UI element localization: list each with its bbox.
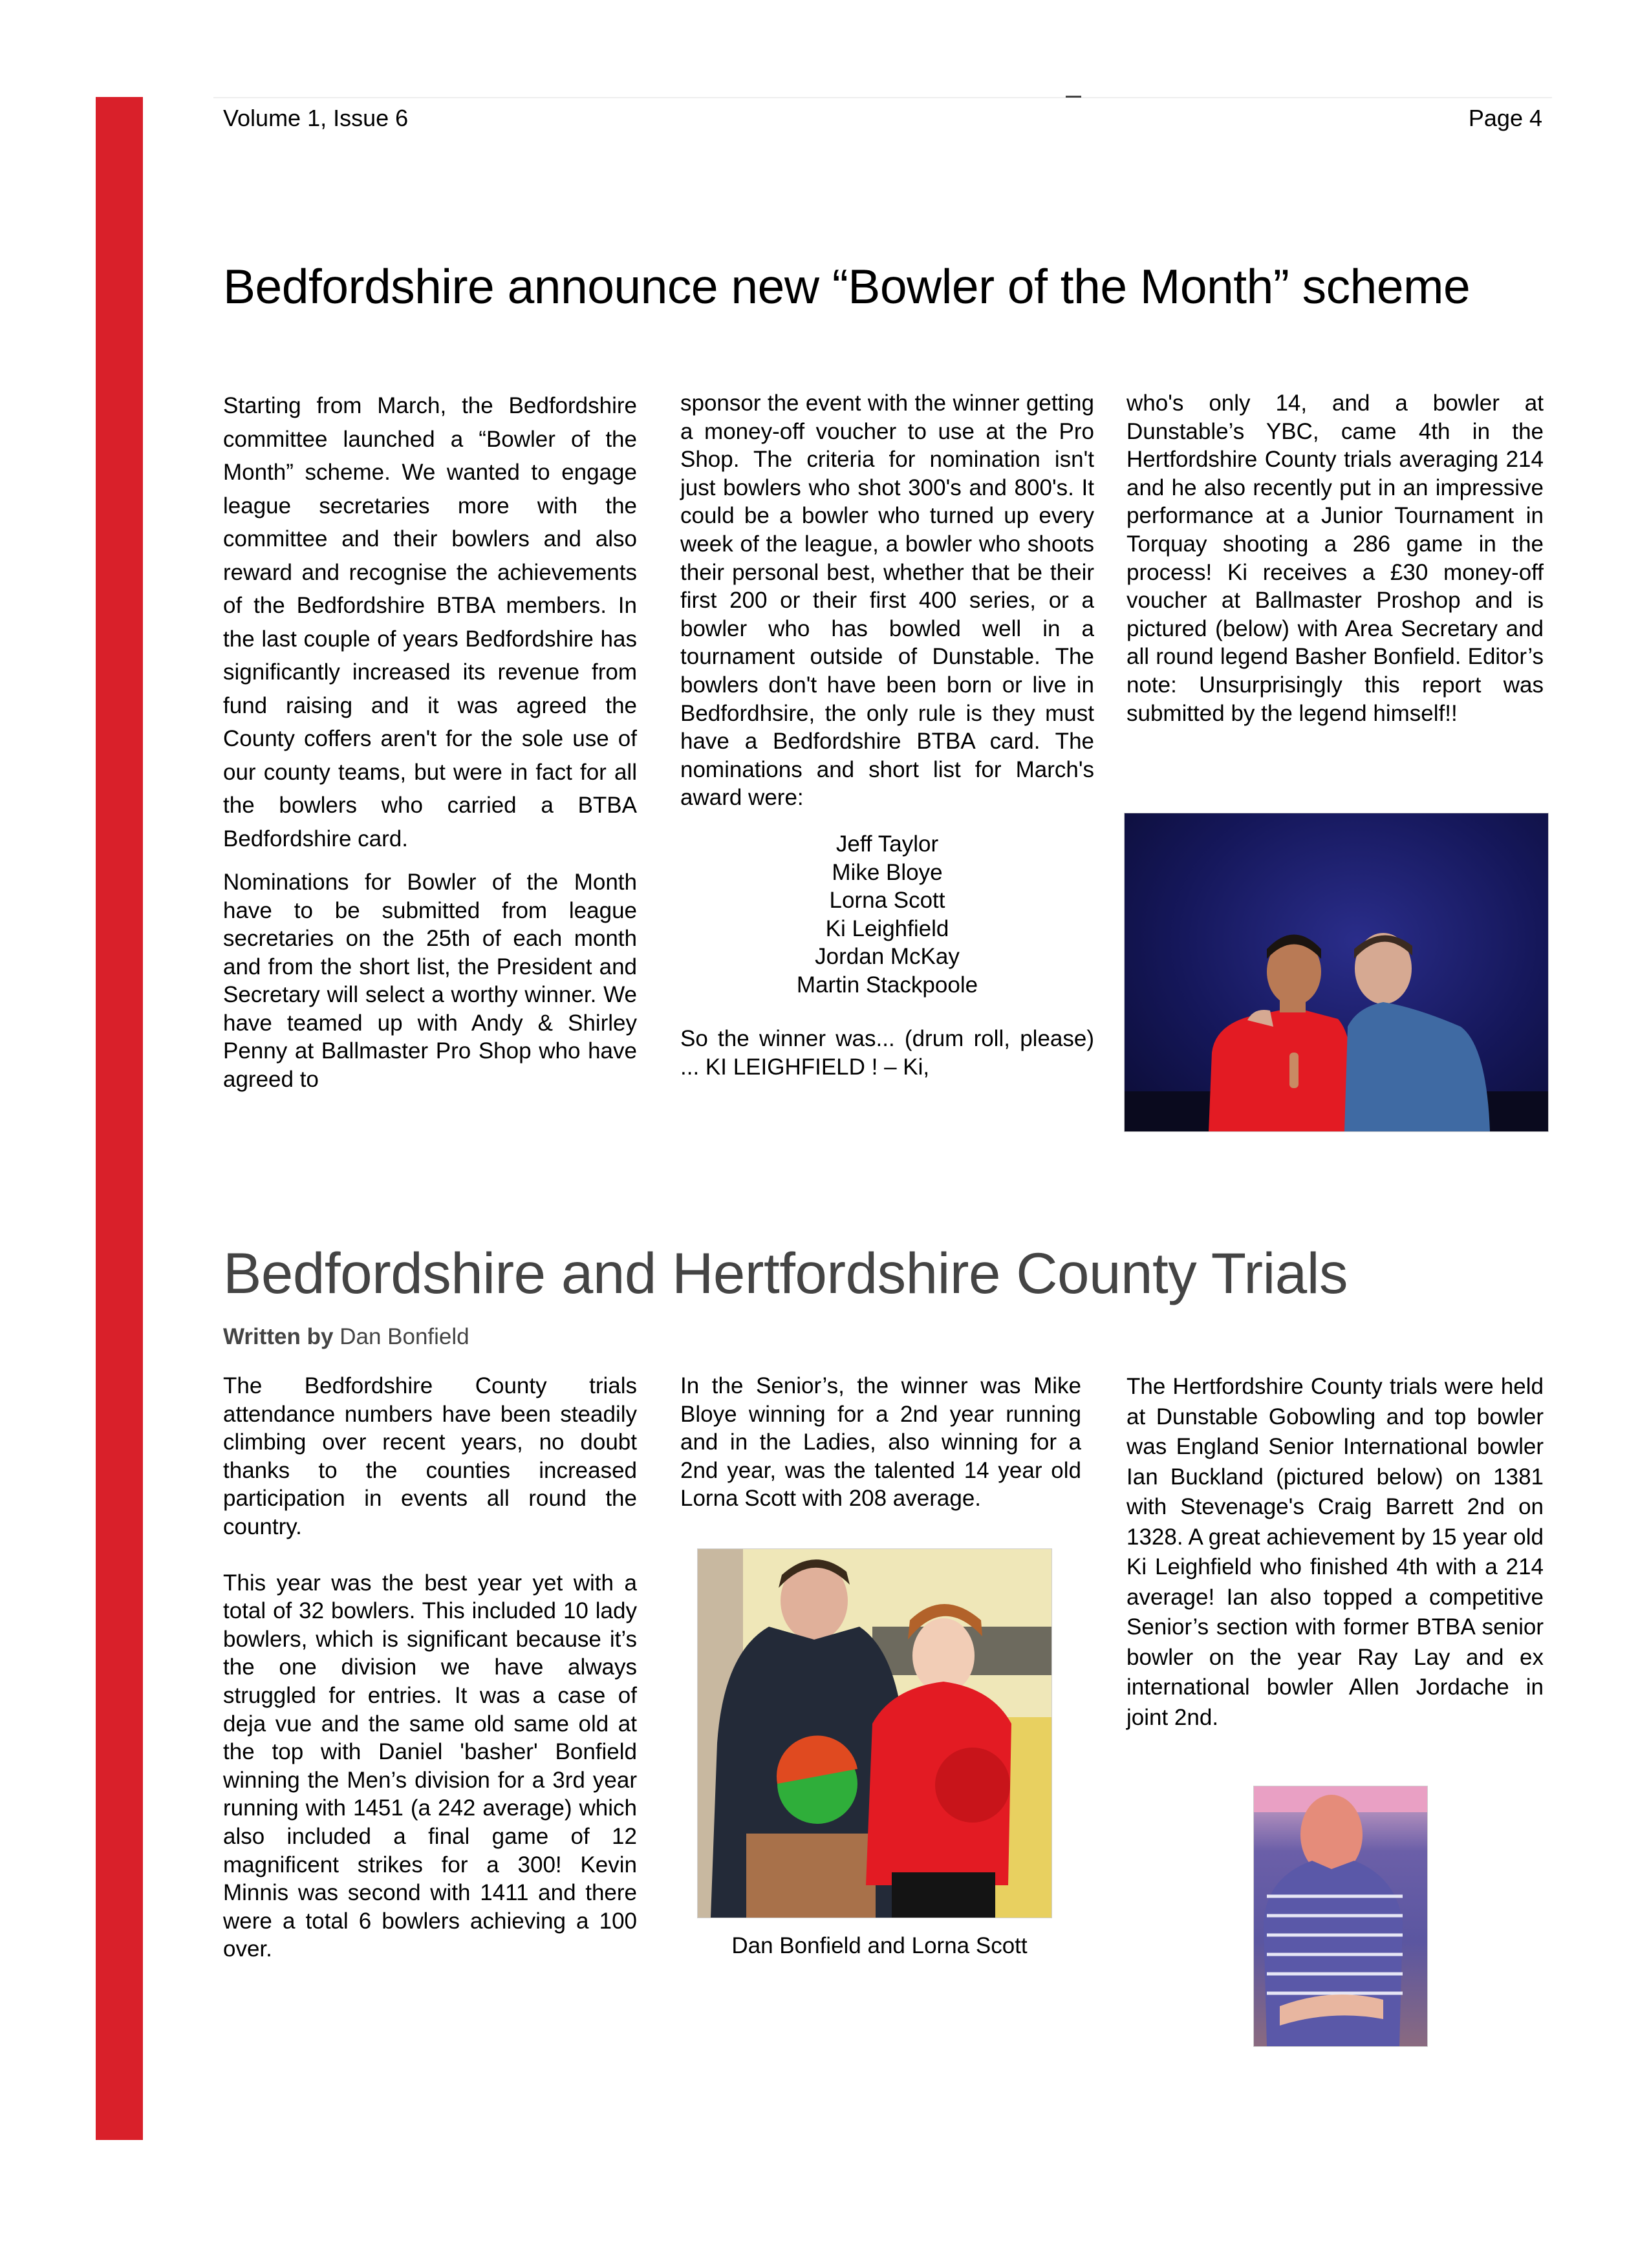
byline-label: Written by bbox=[223, 1324, 334, 1349]
article1-col1-paragraph-1: Starting from March, the Bedfordshire committee launched a “Bowler of the Month” scheme. We wanted to engage league secretaries more with the committee and their bowlers and also reward and recognise the achievements of the Bedfordshire BTBA members. In the last couple of years Bedfordshire has significantly increased its revenue from fund raising and it was agreed the County coffers aren't for the sole use of our county teams, but were in fact for all the bowlers who carried a BTBA Bedfordshire card. bbox=[223, 393, 637, 851]
article1-col2-paragraph-2: So the winner was... (drum roll, please) ... KI LEIGHFIELD ! – Ki, bbox=[680, 1026, 1094, 1080]
article1-column-1 bbox=[223, 389, 637, 1093]
article1-column-3 bbox=[1126, 389, 1544, 727]
nominee: Ki Leighfield bbox=[825, 915, 949, 941]
nominee: Lorna Scott bbox=[829, 888, 945, 914]
byline-author: Dan Bonfield bbox=[339, 1324, 469, 1349]
nominee: Martin Stackpoole bbox=[796, 972, 978, 998]
photo-image-icon bbox=[698, 1549, 1051, 1918]
photo-ki-and-basher bbox=[1124, 813, 1549, 1132]
header-divider bbox=[213, 97, 1552, 98]
article2-col3-paragraph-1: The Hertfordshire County trials were held at Dunstable Gobowling and top bowler was England Senior International bowler Ian Buckland (pictured below) on 1381 with Stevenage's Craig Barrett 2nd on 1328. A great achievement by 15 year old Ki Leighfield who finished 4th with a 214 average! Ian also topped a competitive Senior’s section with former BTBA senior bowler on the year Ray Lay and ex international bowler Allen Jordache in joint 2nd. bbox=[1126, 1374, 1544, 1730]
article2-col2-paragraph-1: In the Senior’s, the winner was Mike Bloye winning for a 2nd year running and in the Ladies, also winning for a 2nd year, was the talented 14 year old Lorna Scott with 208 average. bbox=[680, 1373, 1081, 1512]
article2-col1-paragraph-2: This year was the best year yet with a total of 32 bowlers. This included 10 lady bowlers, which is significant because it’s the one division we have always struggled for entries. It was a case of deja vue and the same old same old at the top with Daniel 'basher' Bonfield winning the Men’s division for a 3rd year running with 1451 (a 242 average) which also included a final game of 12 magnificent strikes for a 300! Kevin Minnis was second with 1411 and there were a total 6 bowlers achieving a 100 over. bbox=[223, 1570, 637, 1962]
article1-col3-paragraph-1: who's only 14, and a bowler at Dunstable’s YBC, came 4th in the Hertfordshire County trials averaging 214 and he also recently put in an impressive performance at a Junior Tournament in Torquay shooting a 286 game in the process! Ki receives a £30 money-off voucher at Ballmaster Proshop and is pictured (below) with Area Secretary and all round legend Basher Bonfield. Editor’s note: Unsurprisingly this report was submitted by the legend himself!! bbox=[1126, 390, 1544, 726]
nominee: Jordan McKay bbox=[815, 944, 960, 970]
article1-column-2 bbox=[680, 389, 1094, 1082]
accent-bar bbox=[96, 97, 143, 2140]
nominee-list bbox=[680, 830, 1094, 1000]
article1-col2-paragraph-1: sponsor the event with the winner getting a money-off voucher to use at the Pro Shop. The criteria for nomination isn't just bowlers who shot 300's and 800's. It could be a bowler who turned up every week of the league, a bowler who shoots their personal best, whether that be their first 200 or their first 400 series, or a bowler who has bowled well in a tournament outside of Dunstable. The bowlers don't have been born or live in Bedfordhsire, the only rule is they must have a Bedfordshire BTBA card. The nominations and short list for March's award were: bbox=[680, 390, 1094, 811]
byline bbox=[223, 1324, 469, 1350]
photo-dan-and-lorna bbox=[697, 1548, 1052, 1918]
nominee: Jeff Taylor bbox=[835, 831, 939, 857]
page-number: Page 4 bbox=[1468, 105, 1542, 131]
article1-title: Bedfordshire announce new “Bowler of the Month” scheme bbox=[223, 259, 1471, 314]
article1-col1-paragraph-2: Nominations for Bowler of the Month have to be submitted from league secretaries on the 25th of each month and from the short list, the President and Secretary will select a worthy winner. We have teamed up with Andy & Shirley Penny at Ballmaster Pro Shop who have agreed to bbox=[223, 870, 637, 1092]
nominee: Mike Bloye bbox=[832, 859, 943, 885]
photo-image-icon bbox=[1254, 1786, 1427, 2046]
article2-column-3 bbox=[1126, 1372, 1544, 1733]
article2-col1-paragraph-1: The Bedfordshire County trials attendance numbers have been steadily climbing over recent years, no doubt thanks to the counties increased participation in events all round the country. bbox=[223, 1373, 637, 1539]
photo-image-icon bbox=[1125, 813, 1548, 1131]
volume-issue: Volume 1, Issue 6 bbox=[223, 105, 409, 131]
article2-column-1 bbox=[223, 1372, 637, 1963]
article2-title: Bedfordshire and Hertfordshire County Trials bbox=[223, 1241, 1348, 1305]
header-mark bbox=[1066, 96, 1081, 98]
article2-column-2 bbox=[680, 1372, 1081, 1513]
photo-ian-buckland bbox=[1253, 1786, 1428, 2047]
photo-caption: Dan Bonfield and Lorna Scott bbox=[731, 1933, 1028, 1958]
